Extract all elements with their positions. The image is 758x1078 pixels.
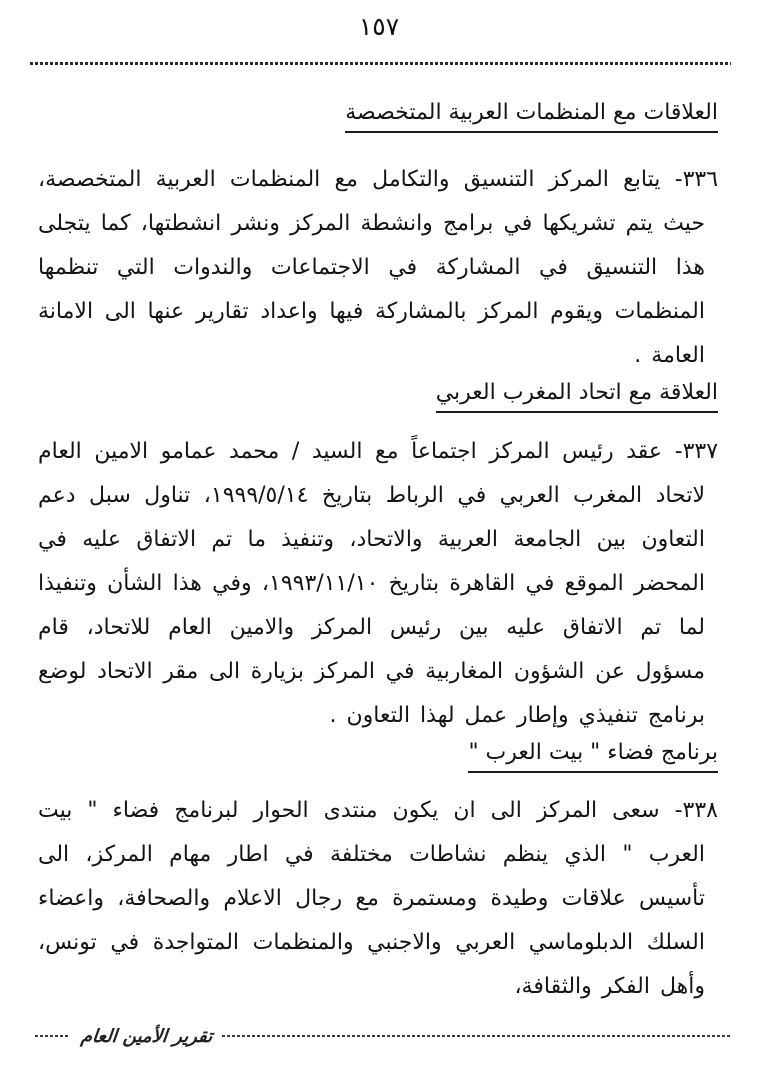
footer-rule — [222, 1035, 731, 1037]
paragraph-337 — [38, 430, 718, 738]
paragraph-number: ٣٣٨- — [674, 798, 718, 823]
section-heading-text: برنامج فضاء " بيت العرب " — [468, 740, 718, 773]
section-heading-text: العلاقة مع اتحاد المغرب العربي — [436, 380, 718, 413]
footer-dash-left — [35, 1035, 69, 1037]
paragraph-336 — [38, 158, 718, 378]
paragraph-number: ٣٣٧- — [674, 439, 719, 464]
paragraph-number: ٣٣٦- — [674, 167, 719, 192]
paragraph-text: يتابع المركز التنسيق والتكامل مع المنظمات العربية المتخصصة، حيث يتم تشريكها في برامج وانشطة المركز ونشر انشطتها، كما يتجلى هذا التنسيق في المشاركة في الاجتماعات والندوات التي تنظمها المنظمات ويقوم المركز بالمشاركة فيها واعداد تقارير عنها الى الامانة العامة . — [38, 167, 705, 368]
footer-signature: تقرير الأمين العام — [79, 1025, 214, 1047]
page-footer — [35, 1018, 731, 1054]
section-heading-bait-al-arab-program — [468, 740, 718, 773]
page-number: ١٥٧ — [358, 12, 400, 41]
section-heading-text: العلاقات مع المنظمات العربية المتخصصة — [345, 100, 718, 133]
paragraph-338 — [38, 789, 718, 1009]
header-rule — [30, 62, 731, 65]
section-heading-relations-specialized-orgs — [345, 100, 718, 133]
paragraph-text: سعى المركز الى ان يكون منتدى الحوار لبرنامج فضاء " بيت العرب " الذي ينظم نشاطات مختلفة في اطار مهام المركز، الى تأسيس علاقات وطيدة ومستمرة مع رجال الاعلام والصحافة، واعضاء السلك الدبلوماسي العربي والاجنبي والمنظمات المتواجدة في تونس، وأهل الفكر والثقافة، — [38, 798, 705, 999]
section-heading-arab-maghreb-union — [436, 380, 718, 413]
paragraph-text: عقد رئيس المركز اجتماعاً مع السيد / محمد عمامو الامين العام لاتحاد المغرب العربي في الرباط بتاريخ ١٩٩٩/٥/١٤، تناول سبل دعم التعاون بين الجامعة العربية والاتحاد، وتنفيذ ما تم الاتفاق عليه في المحضر الموقع في القاهرة بتاريخ ١٩٩٣/١١/١٠، وفي هذا الشأن وتنفيذا لما تم الاتفاق عليه بين رئيس المركز والامين العام للاتحاد، قام مسؤول عن الشؤون المغاربية في المركز بزيارة الى مقر الاتحاد لوضع برنامج تنفيذي وإطار عمل لهذا التعاون . — [38, 439, 706, 728]
